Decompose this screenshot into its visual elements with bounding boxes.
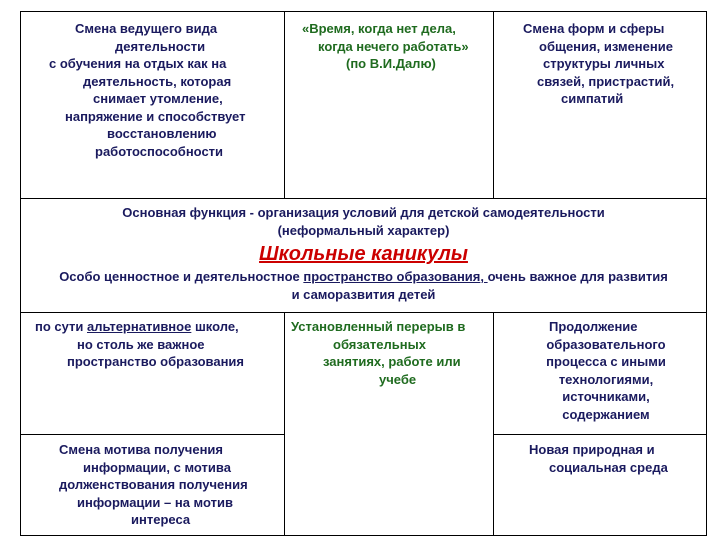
education-space-link: пространство образования — [303, 269, 481, 284]
cell-line: Смена форм и сферы — [523, 21, 665, 36]
value-line: и саморазвития детей — [291, 286, 436, 302]
cell-line: напряжение и способствует — [65, 108, 246, 124]
cell-line: занятиях, работе или — [323, 354, 461, 369]
cell-line: с обучения на отдых как на — [49, 56, 227, 71]
cell-line: структуры личных — [543, 56, 665, 71]
cell-line: «Время, когда нет дела, — [302, 21, 456, 36]
cell-line: учебе — [379, 371, 417, 387]
cell-line: симпатий — [561, 91, 624, 106]
cell-line: информации – на мотив — [77, 494, 233, 510]
cell-alternative-space — [35, 318, 281, 371]
cell-line: связей, пристрастий, — [537, 73, 675, 89]
value-text: очень важное для развития — [487, 269, 668, 284]
cell-line: (по В.И.Далю) — [346, 56, 436, 71]
value-text: Особо ценностное и деятельностное — [59, 269, 304, 284]
cell-main-function — [25, 204, 702, 303]
main-function-note: (неформальный характер) — [277, 222, 450, 238]
cell-line: работоспособности — [95, 143, 224, 159]
cell-line: Новая природная и — [529, 442, 655, 457]
cell-line: пространство образования — [67, 354, 245, 369]
cell-line: Смена ведущего вида — [75, 21, 218, 36]
cell-line: деятельности — [115, 38, 206, 54]
cell-line: источниками, — [562, 389, 650, 404]
cell-line: Продолжение — [549, 319, 638, 334]
cell-new-environment — [529, 441, 701, 476]
cell-dal-quote — [302, 20, 492, 73]
row-divider — [21, 198, 706, 199]
cell-line: деятельность, которая — [83, 73, 232, 89]
info-table — [20, 11, 707, 536]
cell-line: технологиями, — [558, 371, 654, 387]
col-divider — [284, 12, 285, 198]
row-divider — [493, 434, 706, 435]
cell-line: информации, с мотива — [83, 459, 231, 475]
cell-line: обязательных — [333, 336, 426, 352]
col-divider — [493, 312, 494, 535]
value-line — [25, 268, 702, 286]
cell-communication-change — [523, 20, 703, 108]
cell-line: когда нечего работать» — [318, 38, 469, 54]
page-title: Школьные каникулы — [259, 243, 468, 265]
cell-line: общения, изменение — [539, 38, 673, 54]
cell-line: но столь же важное — [77, 336, 205, 352]
col-divider — [284, 312, 285, 535]
cell-break — [291, 318, 491, 388]
row-divider — [21, 434, 284, 435]
row-divider — [21, 312, 706, 313]
value-text: , — [480, 269, 488, 284]
cell-line: Установленный перерыв в — [291, 319, 466, 334]
cell-activity-change — [49, 20, 281, 160]
cell-motive-change — [59, 441, 281, 529]
cell-line: восстановлению — [107, 126, 217, 141]
cell-line: содержанием — [562, 406, 650, 422]
cell-line: процесса с иными — [546, 354, 666, 369]
cell-line: Смена мотива получения — [59, 442, 224, 457]
cell-text: школе, — [191, 319, 239, 334]
col-divider — [493, 12, 494, 198]
alternative-word: альтернативное — [87, 319, 192, 334]
cell-line: образовательного — [546, 336, 666, 352]
cell-line: социальная среда — [549, 459, 668, 475]
cell-line: интереса — [131, 512, 191, 527]
main-function-line: Основная функция - организация условий для детской самодеятельности — [122, 205, 605, 220]
cell-line: долженствования получения — [59, 477, 248, 492]
cell-line: снимает утомление, — [93, 91, 223, 106]
cell-line — [35, 318, 281, 336]
cell-text: по сути — [35, 319, 87, 334]
cell-continuation — [511, 318, 701, 423]
